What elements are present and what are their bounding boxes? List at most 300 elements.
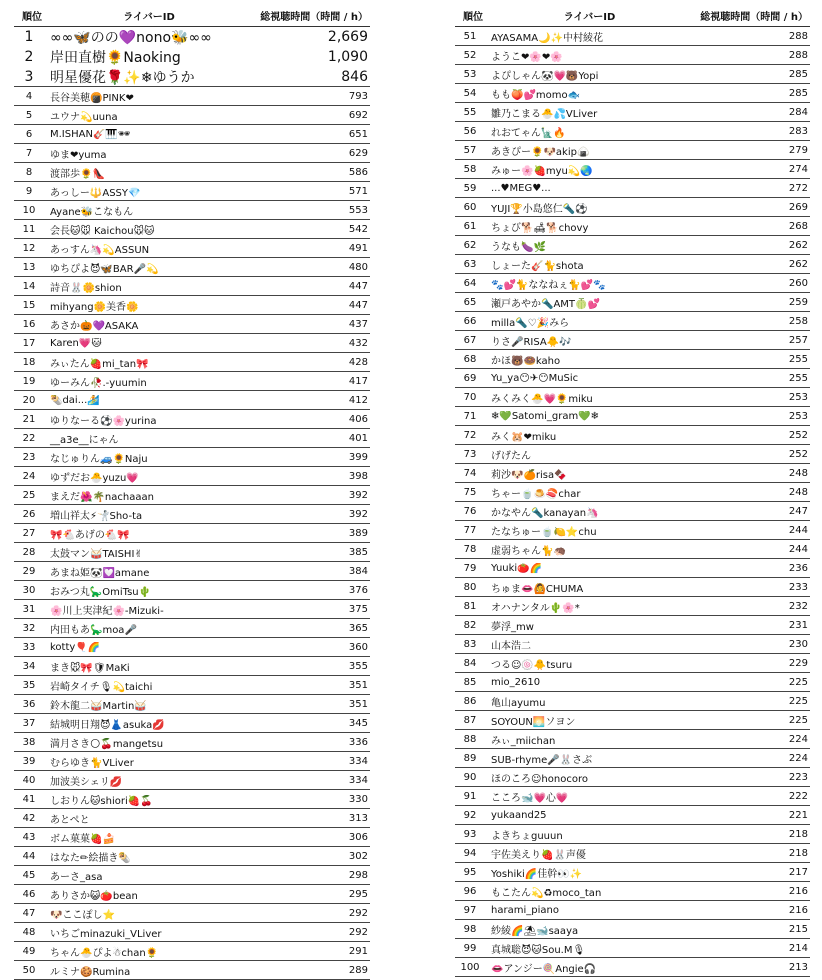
liver-id-cell: 内田もあ🦕moa🎤 xyxy=(50,624,137,636)
liver-id-cell: しおりん🐱shiori🍓🍒 xyxy=(50,795,153,807)
watch-time-cell: 428 xyxy=(348,356,368,368)
rank-cell: 68 xyxy=(463,353,477,365)
watch-time-cell: 236 xyxy=(788,562,808,574)
rank-cell: 88 xyxy=(463,733,477,745)
table-row xyxy=(455,179,810,198)
watch-time-cell: 244 xyxy=(788,524,808,536)
liver-id-cell: harami_piano xyxy=(491,904,559,916)
id-header: ライバーID xyxy=(563,11,616,23)
rank-cell: 55 xyxy=(463,106,477,118)
liver-id-cell: ∞∞🦋のの💜nono🐝∞∞ xyxy=(50,30,212,46)
liver-id-cell: 亀山ayumu xyxy=(491,697,546,709)
rank-cell: 94 xyxy=(463,847,477,859)
table-row xyxy=(455,616,810,635)
table-row xyxy=(14,714,370,733)
watch-time-cell: 334 xyxy=(348,755,368,767)
rank-cell: 10 xyxy=(22,204,36,216)
rank-cell: 56 xyxy=(463,125,477,137)
liver-id-cell: あさか🎃💜ASAKA xyxy=(50,320,139,332)
watch-time-cell: 392 xyxy=(348,508,368,520)
liver-id-cell: あっしー🔱ASSY💎 xyxy=(50,187,141,199)
rank-cell: 80 xyxy=(463,581,477,593)
table-row xyxy=(455,103,810,122)
watch-time-cell: 283 xyxy=(788,125,808,137)
liver-id-cell: 会長🐱🐭 Kaichou🐭🐱 xyxy=(50,225,155,237)
table-row xyxy=(14,372,370,391)
rank-cell: 71 xyxy=(463,410,477,422)
rank-cell: 31 xyxy=(22,603,36,615)
table-row xyxy=(455,635,810,654)
rank-cell: 38 xyxy=(22,736,36,748)
liver-id-cell: ちゃん🐣ぴよ☃chan🌻 xyxy=(50,947,159,959)
table-row xyxy=(14,467,370,486)
watch-time-cell: 389 xyxy=(348,527,368,539)
liver-id-cell: ❄💚Satomi_gram💚❄ xyxy=(491,410,600,422)
liver-id-cell: ゆーみん🥀.-yuumin xyxy=(50,377,147,389)
liver-id-cell: まえだ🌺🌴nachaaan xyxy=(50,491,154,503)
liver-id-cell: しょーた🎸🐈shota xyxy=(491,260,584,272)
rank-cell: 58 xyxy=(463,163,477,175)
liver-id-cell: __a3e__にゃん xyxy=(50,434,119,446)
liver-id-cell: 長谷美穂🍘PINK❤ xyxy=(50,92,134,104)
liver-id-cell: ボム菓菓🍓🍰 xyxy=(50,833,115,845)
table-row xyxy=(14,106,370,125)
rank-cell: 48 xyxy=(22,926,36,938)
watch-time-cell: 279 xyxy=(788,144,808,156)
table-row xyxy=(14,790,370,809)
watch-time-cell: 222 xyxy=(788,790,808,802)
table-row xyxy=(455,920,810,939)
watch-time-cell: 629 xyxy=(348,147,368,159)
rank-cell: 26 xyxy=(22,508,36,520)
rank-cell: 20 xyxy=(22,394,36,406)
rank-cell: 41 xyxy=(22,793,36,805)
table-row xyxy=(14,733,370,752)
rank-cell: 98 xyxy=(463,923,477,935)
liver-id-cell: ようこ❤🌸❤🌸 xyxy=(491,51,563,63)
watch-time-cell: 247 xyxy=(788,505,808,517)
watch-time-cell: 846 xyxy=(341,68,368,85)
rank-cell: 18 xyxy=(22,356,36,368)
liver-id-cell: 結城明日翔😈👗asuka💋 xyxy=(50,719,165,731)
table-row xyxy=(14,353,370,372)
table-header xyxy=(14,4,370,27)
watch-time-cell: 417 xyxy=(348,375,368,387)
rank-cell: 67 xyxy=(463,334,477,346)
rank-cell: 62 xyxy=(463,239,477,251)
table-row xyxy=(14,239,370,258)
rank-cell: 2 xyxy=(24,49,34,65)
rank-cell: 66 xyxy=(463,315,477,327)
liver-id-cell: 🎀🐔あげの🐔🎀 xyxy=(50,529,130,541)
liver-id-cell: kotty🎈🌈 xyxy=(50,641,101,653)
table-row xyxy=(455,274,810,293)
rank-cell: 46 xyxy=(22,888,36,900)
watch-time-cell: 248 xyxy=(788,467,808,479)
rank-cell: 59 xyxy=(463,182,477,194)
watch-time-cell: 392 xyxy=(348,489,368,501)
rank-cell: 86 xyxy=(463,695,477,707)
ranking-table-left xyxy=(14,4,370,980)
liver-id-cell: 雛乃こまる🐣💦VLiver xyxy=(491,108,598,120)
table-row xyxy=(455,654,810,673)
liver-id-cell: mihyang🌼美香🌼 xyxy=(50,301,139,313)
rank-cell: 61 xyxy=(463,220,477,232)
watch-time-cell: 284 xyxy=(788,106,808,118)
liver-id-cell: みぃ_miichan xyxy=(491,735,556,747)
table-row xyxy=(14,87,370,106)
liver-id-cell: 莉沙🐶🍊risa🍫 xyxy=(491,469,567,481)
watch-time-cell: 260 xyxy=(788,277,808,289)
liver-id-cell: Karen💗🐱 xyxy=(50,337,102,349)
watch-time-cell: 334 xyxy=(348,774,368,786)
watch-time-cell: 255 xyxy=(788,353,808,365)
liver-id-cell: Yu_ya😶✈😶MuSic xyxy=(491,372,579,384)
rank-cell: 99 xyxy=(463,942,477,954)
watch-time-cell: 1,090 xyxy=(327,49,368,65)
rank-cell: 87 xyxy=(463,714,477,726)
table-row xyxy=(14,657,370,676)
table-row xyxy=(455,407,810,426)
liver-id-cell: 山本浩二 xyxy=(491,640,531,652)
rank-cell: 36 xyxy=(22,698,36,710)
watch-time-cell: 491 xyxy=(348,242,368,254)
rank-cell: 69 xyxy=(463,372,477,384)
liver-id-cell: 明星優花🌹✨❄ゆうか xyxy=(50,69,195,86)
watch-time-cell: 259 xyxy=(788,296,808,308)
table-row xyxy=(14,942,370,961)
liver-id-cell: yukaand25 xyxy=(491,809,547,821)
watch-time-cell: 330 xyxy=(348,793,368,805)
watch-time-cell: 253 xyxy=(788,391,808,403)
rank-cell: 85 xyxy=(463,676,477,688)
rank-cell: 30 xyxy=(22,584,36,596)
rank-cell: 57 xyxy=(463,144,477,156)
table-row xyxy=(455,483,810,502)
table-row xyxy=(455,27,810,46)
id-header: ライバーID xyxy=(123,11,175,23)
rank-cell: 43 xyxy=(22,831,36,843)
liver-id-cell: うなも🍆🌿 xyxy=(491,241,546,253)
liver-id-cell: AYASAMA🌙✨中村綾花 xyxy=(491,32,603,44)
rank-cell: 92 xyxy=(463,809,477,821)
watch-time-cell: 302 xyxy=(348,850,368,862)
watch-time-cell: 231 xyxy=(788,619,808,631)
liver-id-cell: むらゆき🐈VLiver xyxy=(50,757,134,769)
watch-time-cell: 248 xyxy=(788,486,808,498)
liver-id-cell: れおてゃん🗽🔥 xyxy=(491,127,566,139)
table-row xyxy=(14,486,370,505)
rank-cell: 75 xyxy=(463,486,477,498)
watch-time-cell: 793 xyxy=(348,90,368,102)
liver-id-cell: ...♥MEG♥... xyxy=(491,182,551,194)
watch-time-cell: 355 xyxy=(348,660,368,672)
watch-time-cell: 306 xyxy=(348,831,368,843)
rank-cell: 39 xyxy=(22,755,36,767)
watch-time-cell: 375 xyxy=(348,603,368,615)
rank-cell: 25 xyxy=(22,489,36,501)
liver-id-cell: ありさか😺🍅bean xyxy=(50,890,138,902)
rank-cell: 11 xyxy=(22,223,36,235)
watch-time-cell: 292 xyxy=(348,907,368,919)
liver-id-cell: つる☺🍥🐥tsuru xyxy=(491,659,573,671)
table-row xyxy=(455,369,810,388)
liver-id-cell: こころ🐋💗心💗 xyxy=(491,792,569,804)
liver-id-cell: Yuuki🍅🌈 xyxy=(491,562,543,574)
table-row xyxy=(14,47,370,67)
liver-id-cell: 岩崎タイチ🎙💫taichi xyxy=(50,681,153,693)
rank-cell: 90 xyxy=(463,771,477,783)
rank-cell: 19 xyxy=(22,375,36,387)
table-row xyxy=(455,46,810,65)
table-row xyxy=(14,220,370,239)
liver-id-cell: 夢浮_mw xyxy=(491,621,534,633)
rank-cell: 47 xyxy=(22,907,36,919)
rank-cell: 45 xyxy=(22,869,36,881)
rank-cell: 17 xyxy=(22,337,36,349)
table-row xyxy=(455,540,810,559)
table-row xyxy=(14,505,370,524)
table-row xyxy=(455,445,810,464)
table-row xyxy=(14,391,370,410)
table-row xyxy=(14,866,370,885)
table-body xyxy=(14,27,370,980)
table-row xyxy=(14,201,370,220)
table-row xyxy=(14,524,370,543)
liver-id-cell: 満月さき🌕🍒mangetsu xyxy=(50,738,164,750)
rank-cell: 72 xyxy=(463,429,477,441)
liver-id-cell: 🌯dai...🏄 xyxy=(50,394,100,406)
rank-cell: 81 xyxy=(463,600,477,612)
watch-time-cell: 233 xyxy=(788,581,808,593)
table-row xyxy=(455,578,810,597)
watch-time-cell: 252 xyxy=(788,448,808,460)
watch-time-cell: 2,669 xyxy=(327,29,368,45)
table-row xyxy=(455,844,810,863)
liver-id-cell: SUB-rhyme🎤🐰さぶ xyxy=(491,754,593,766)
watch-time-cell: 401 xyxy=(348,432,368,444)
watch-time-cell: 218 xyxy=(788,828,808,840)
watch-time-cell: 651 xyxy=(348,128,368,140)
liver-id-cell: mio_2610 xyxy=(491,676,541,688)
liver-id-cell: Yoshiki🌈佳幹👀✨ xyxy=(491,868,583,880)
watch-time-cell: 262 xyxy=(788,239,808,251)
liver-id-cell: 🌸川上実津紀🌸-Mizuki- xyxy=(50,605,164,617)
liver-id-cell: 瀬戸あやか🔦AMT🍈💕 xyxy=(491,298,600,310)
liver-id-cell: あっすん🦄💫ASSUN xyxy=(50,244,150,256)
rank-cell: 7 xyxy=(25,147,33,159)
table-row xyxy=(455,711,810,730)
table-row xyxy=(14,27,370,47)
table-row xyxy=(455,350,810,369)
liver-id-cell: 渡部歩🌻👠 xyxy=(50,168,105,180)
rank-cell: 34 xyxy=(22,660,36,672)
table-row xyxy=(14,67,370,87)
watch-time-cell: 351 xyxy=(348,679,368,691)
table-row xyxy=(455,217,810,236)
liver-id-cell: みぃたん🍓mi_tan🎀 xyxy=(50,358,149,370)
liver-id-cell: もも🍑💕momo🐟 xyxy=(491,89,581,101)
rank-cell: 79 xyxy=(463,562,477,574)
watch-time-cell: 225 xyxy=(788,695,808,707)
rank-cell: 37 xyxy=(22,717,36,729)
rank-cell: 93 xyxy=(463,828,477,840)
watch-time-cell: 384 xyxy=(348,565,368,577)
liver-id-cell: なじゅりん🚙🌻Naju xyxy=(50,453,148,465)
rank-cell: 32 xyxy=(22,622,36,634)
watch-time-cell: 295 xyxy=(348,888,368,900)
rank-cell: 63 xyxy=(463,258,477,270)
watch-time-cell: 553 xyxy=(348,204,368,216)
table-row xyxy=(455,65,810,84)
rank-cell: 95 xyxy=(463,866,477,878)
watch-time-cell: 285 xyxy=(788,68,808,80)
watch-time-cell: 288 xyxy=(788,30,808,42)
watch-time-cell: 257 xyxy=(788,334,808,346)
table-row xyxy=(455,768,810,787)
liver-id-cell: りさ🎤RISA🐥🎶 xyxy=(491,336,572,348)
rank-cell: 54 xyxy=(463,87,477,99)
table-row xyxy=(14,258,370,277)
liver-id-cell: 鈴木龍二🥁Martin🥁 xyxy=(50,700,147,712)
table-row xyxy=(14,600,370,619)
rank-cell: 82 xyxy=(463,619,477,631)
rank-cell: 6 xyxy=(25,128,33,140)
liver-id-cell: M.ISHAN🎸🎹🕶 xyxy=(50,128,131,140)
liver-id-cell: げげたん xyxy=(491,450,531,462)
watch-time-cell: 217 xyxy=(788,866,808,878)
table-row xyxy=(14,771,370,790)
watch-time-cell: 244 xyxy=(788,543,808,555)
liver-id-cell: ちょび🐕🛋🐕chovy xyxy=(491,222,589,234)
watch-time-cell: 437 xyxy=(348,318,368,330)
rank-cell: 16 xyxy=(22,318,36,330)
rank-cell: 65 xyxy=(463,296,477,308)
liver-id-cell: オハナンタル🌵🌸* xyxy=(491,602,580,614)
table-row xyxy=(455,236,810,255)
watch-time-cell: 291 xyxy=(348,945,368,957)
watch-time-cell: 292 xyxy=(348,926,368,938)
rank-cell: 53 xyxy=(463,68,477,80)
table-row xyxy=(14,182,370,201)
table-row xyxy=(14,277,370,296)
watch-time-cell: 586 xyxy=(348,166,368,178)
rank-header: 順位 xyxy=(22,11,42,23)
rank-cell: 73 xyxy=(463,448,477,460)
liver-id-cell: 加波美シェリ💋 xyxy=(50,776,123,788)
table-row xyxy=(455,521,810,540)
table-row xyxy=(455,388,810,407)
liver-id-cell: よぴしゃん🐼💗🐻Yopi xyxy=(491,70,599,82)
liver-id-cell: ゆま❤yuma xyxy=(50,149,107,161)
liver-id-cell: Ayane🐝こなもん xyxy=(50,206,134,218)
liver-id-cell: ユウナ💫uuna xyxy=(50,111,118,123)
ranking-table-right xyxy=(455,4,810,977)
liver-id-cell: いちごminazuki_VLiver xyxy=(50,928,162,940)
liver-id-cell: 増山祥太⚡🤺Sho-ta xyxy=(50,510,143,522)
rank-cell: 23 xyxy=(22,451,36,463)
rank-cell: 22 xyxy=(22,432,36,444)
watch-time-cell: 274 xyxy=(788,163,808,175)
table-row xyxy=(14,315,370,334)
watch-time-cell: 406 xyxy=(348,413,368,425)
liver-id-cell: あきぴー🌻🐶akip🍙 xyxy=(491,146,590,158)
table-row xyxy=(455,863,810,882)
table-row xyxy=(455,464,810,483)
table-row xyxy=(14,429,370,448)
rank-cell: 76 xyxy=(463,505,477,517)
watch-time-cell: 221 xyxy=(788,809,808,821)
table-row xyxy=(14,828,370,847)
table-row xyxy=(14,410,370,429)
table-row xyxy=(14,562,370,581)
liver-id-cell: もこたん💫♻moco_tan xyxy=(491,887,602,899)
watch-time-cell: 224 xyxy=(788,733,808,745)
rank-cell: 5 xyxy=(25,109,33,121)
watch-time-cell: 376 xyxy=(348,584,368,596)
liver-id-cell: ゆずだお🐣yuzu💗 xyxy=(50,472,139,484)
liver-id-cell: はなた✏絵描き🌯 xyxy=(50,852,131,864)
table-row xyxy=(14,448,370,467)
rank-cell: 51 xyxy=(463,30,477,42)
watch-time-cell: 360 xyxy=(348,641,368,653)
liver-id-cell: まき🐭🎀🛡MaKi xyxy=(50,662,130,674)
liver-id-cell: 詩音🐰🌼shion xyxy=(50,282,122,294)
rank-cell: 35 xyxy=(22,679,36,691)
table-row xyxy=(14,885,370,904)
table-row xyxy=(455,749,810,768)
table-row xyxy=(455,692,810,711)
time-header: 総視聴時間（時間 / h） xyxy=(260,11,368,23)
table-row xyxy=(14,125,370,144)
table-row xyxy=(455,901,810,920)
liver-id-cell: あーさ_asa xyxy=(50,871,103,883)
watch-time-cell: 571 xyxy=(348,185,368,197)
rank-cell: 97 xyxy=(463,904,477,916)
liver-id-cell: 太鼓マン🥁TAISHI✌ xyxy=(50,548,143,560)
watch-time-cell: 398 xyxy=(348,470,368,482)
table-row xyxy=(14,695,370,714)
rank-cell: 89 xyxy=(463,752,477,764)
table-row xyxy=(455,122,810,141)
rank-cell: 29 xyxy=(22,565,36,577)
liver-id-cell: 宇佐美えり🍓🐰声優 xyxy=(491,849,586,861)
watch-time-cell: 365 xyxy=(348,622,368,634)
watch-time-cell: 213 xyxy=(788,961,808,973)
liver-id-cell: 🐾💕🐈ななねぇ🐈💕🐾 xyxy=(491,279,606,291)
rank-cell: 78 xyxy=(463,543,477,555)
rank-cell: 12 xyxy=(22,242,36,254)
watch-time-cell: 288 xyxy=(788,49,808,61)
table-row xyxy=(455,141,810,160)
table-row xyxy=(14,809,370,828)
table-row xyxy=(455,84,810,103)
table-row xyxy=(455,787,810,806)
table-row xyxy=(455,882,810,901)
rank-cell: 74 xyxy=(463,467,477,479)
watch-time-cell: 255 xyxy=(788,372,808,384)
watch-time-cell: 216 xyxy=(788,904,808,916)
liver-id-cell: たなちゅー🍵🍋⭐chu xyxy=(491,526,597,538)
rank-cell: 15 xyxy=(22,299,36,311)
watch-time-cell: 285 xyxy=(788,87,808,99)
liver-id-cell: ゆちぴよ😈🦋BAR🎤💫 xyxy=(50,263,159,275)
liver-id-cell: 👄アンジー🍭Angie🎧 xyxy=(491,963,597,975)
liver-id-cell: みゅー🌸🍓myu💫🌏 xyxy=(491,165,593,177)
rank-cell: 24 xyxy=(22,470,36,482)
watch-time-cell: 216 xyxy=(788,885,808,897)
table-header xyxy=(455,4,810,27)
